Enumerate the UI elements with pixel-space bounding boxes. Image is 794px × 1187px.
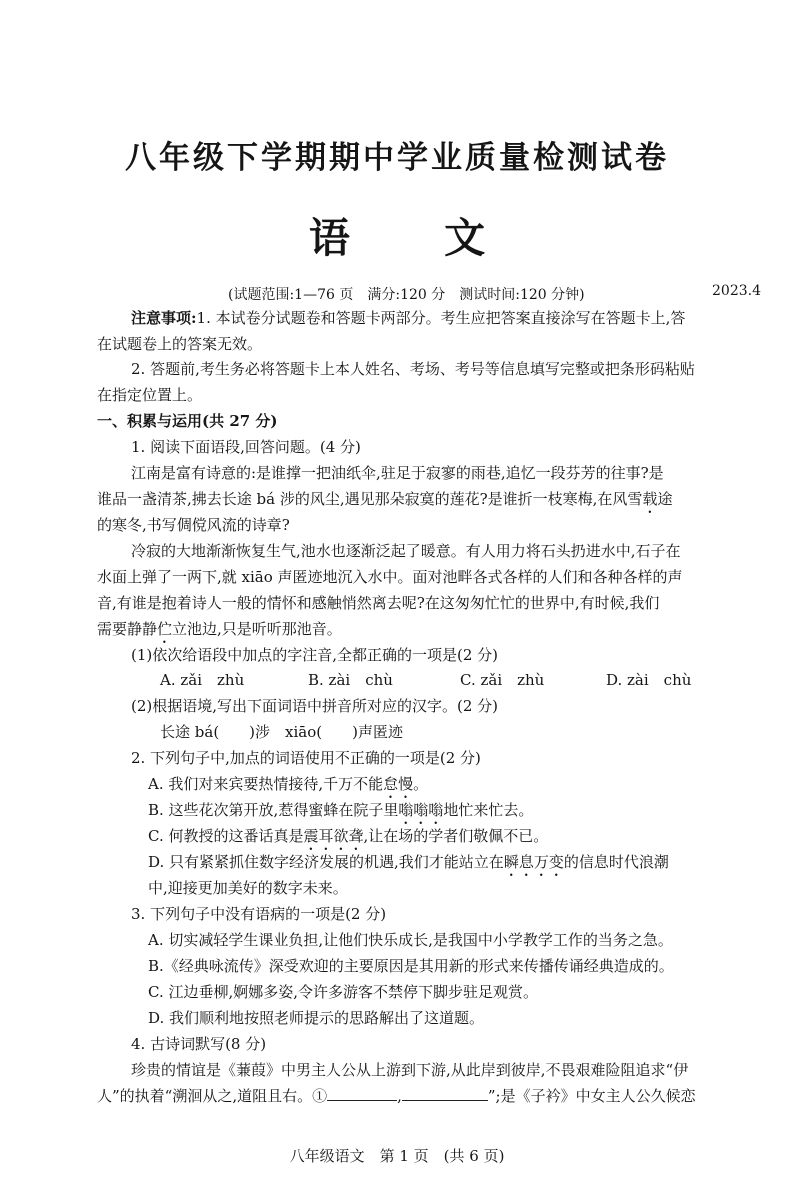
q2-a-text: A. 我们对来宾要热情接待,千万不能 <box>148 775 384 793</box>
q1-para2-line3: 音,有谁是抱着诗人一般的情怀和感触悄然离去呢?在这匆匆忙忙的世界中,有时候,我们 <box>97 594 660 612</box>
q2-option-a <box>148 774 428 802</box>
exam-date: 2023.4 <box>712 283 761 299</box>
q2-b-end: 地忙来忙去。 <box>443 801 534 819</box>
q4-line2-end: ”;是《子衿》中女主人公久候恋 <box>487 1087 696 1105</box>
q1-para2-line4 <box>97 619 342 647</box>
q2-a-end: 。 <box>413 775 429 793</box>
q4-line2-comma: , <box>397 1087 402 1105</box>
q1-option-b: B. zài chù <box>308 671 393 689</box>
answer-blank-2[interactable] <box>402 1100 488 1101</box>
q1-option-a: A. zǎi zhù <box>160 671 245 689</box>
q1-para1-line3: 的寒冬,书写倜傥风流的诗章? <box>97 516 290 534</box>
q3-stem: 3. 下列句子中没有语病的一项是(2 分) <box>131 905 387 923</box>
q1-option-d: D. zài chù <box>606 671 692 689</box>
subject-title: 语 文 <box>308 214 526 262</box>
q4-text-line1: 珍贵的情谊是《蒹葭》中男主人公从上游到下游,从此岸到彼岸,不畏艰难险阻追求“伊 <box>131 1061 689 1079</box>
q2-c-dotted: 震耳欲聋 <box>303 827 364 845</box>
q1-para1-line2-end: 途 <box>657 490 673 508</box>
dotted-char-zhu: 伫 <box>157 620 173 638</box>
exam-meta: (试题范围:1—76 页 满分:120 分 测试时间:120 分钟) <box>228 287 585 303</box>
notice-label: 注意事项: <box>131 309 197 327</box>
q2-option-d-line1 <box>148 852 669 880</box>
q2-option-c <box>148 826 548 854</box>
q2-b-dotted: 嗡嗡嗡 <box>398 801 444 819</box>
q2-c-text: C. 何教授的这番话真是 <box>148 827 304 845</box>
q2-option-d-line2: 中,迎接更加美好的数字未来。 <box>148 879 348 897</box>
notice-line-1 <box>131 308 685 328</box>
q2-d-end: 的信息时代浪潮 <box>563 853 669 871</box>
q1-para1-line2 <box>97 489 672 517</box>
q1-stem: 1. 阅读下面语段,回答问题。(4 分) <box>131 438 361 456</box>
q4-line2-text: 人”的执着“溯洄从之,道阻且右。① <box>97 1087 328 1105</box>
q3-option-c: C. 江边垂柳,婀娜多姿,令许多游客不禁停下脚步驻足观赏。 <box>148 983 539 1001</box>
notice-line-3: 2. 答题前,考生务必将答题卡上本人姓名、考场、考号等信息填写完整或把条形码粘贴 <box>131 360 695 378</box>
q4-text-line2 <box>97 1086 696 1106</box>
q1-para1-line1: 江南是富有诗意的:是谁撑一把油纸伞,驻足于寂寥的雨巷,追忆一段芬芳的往事?是 <box>131 464 664 482</box>
q1-fill-blanks: 长途 bá( )涉 xiāo( )声匿迹 <box>160 723 403 741</box>
q1-sub1: (1)依次给语段中加点的字注音,全都正确的一项是(2 分) <box>131 646 499 664</box>
q4-stem: 4. 古诗词默写(8 分) <box>131 1035 267 1053</box>
notice-line-2: 在试题卷上的答案无效。 <box>97 335 263 353</box>
q1-para2-line2: 水面上弹了一两下,就 xiāo 声匿迹地沉入水中。面对池畔各式各样的人们和各种各样的声 <box>97 568 683 586</box>
q1-para2-line4-end: 立池边,只是听听那池音。 <box>172 620 342 638</box>
q1-option-c: C. zǎi zhù <box>460 671 545 689</box>
q2-option-b <box>148 800 533 828</box>
q1-para2-line1: 冷寂的大地渐渐恢复生气,池水也逐渐泛起了暖意。有人用力将石头扔进水中,石子在 <box>131 542 681 560</box>
q2-d-text: D. 只有紧紧抓住数字经济发展的机遇,我们才能站立在 <box>148 853 504 871</box>
q3-option-d: D. 我们顺利地按照老师提示的思路解出了这道题。 <box>148 1009 485 1027</box>
q1-sub2: (2)根据语境,写出下面词语中拼音所对应的汉字。(2 分) <box>131 697 499 715</box>
q2-b-text: B. 这些花次第开放,惹得蜜蜂在院子里 <box>148 801 399 819</box>
q3-option-a: A. 切实减轻学生课业负担,让他们快乐成长,是我国中小学教学工作的当务之急。 <box>148 931 673 949</box>
q3-option-b: B.《经典咏流传》深受欢迎的主要原因是其用新的形式来传播传诵经典造成的。 <box>148 957 674 975</box>
q2-a-dotted: 怠慢 <box>383 775 414 793</box>
q1-para2-line4-text: 需要静静 <box>97 620 158 638</box>
exam-title: 八年级下学期期中学业质量检测试卷 <box>125 140 669 176</box>
q2-stem: 2. 下列句子中,加点的词语使用不正确的一项是(2 分) <box>131 749 481 767</box>
dotted-char-zai: 载 <box>642 490 658 508</box>
section-heading: 一、积累与运用(共 27 分) <box>97 412 278 430</box>
notice-text-1: 1. 本试卷分试题卷和答题卡两部分。考生应把答案直接涂写在答题卡上,答 <box>196 309 686 327</box>
page-footer: 八年级语文 第 1 页 (共 6 页) <box>289 1147 505 1165</box>
answer-blank-1[interactable] <box>327 1100 397 1101</box>
q2-c-end: ,让在场的学者们敬佩不已。 <box>363 827 549 845</box>
notice-line-4: 在指定位置上。 <box>97 386 203 404</box>
q1-para1-line2-text: 谁品一盏清茶,拂去长途 bá 涉的风尘,遇见那朵寂寞的莲花?是谁折一枝寒梅,在风雪 <box>97 490 643 508</box>
q2-d-dotted: 瞬息万变 <box>503 853 564 871</box>
